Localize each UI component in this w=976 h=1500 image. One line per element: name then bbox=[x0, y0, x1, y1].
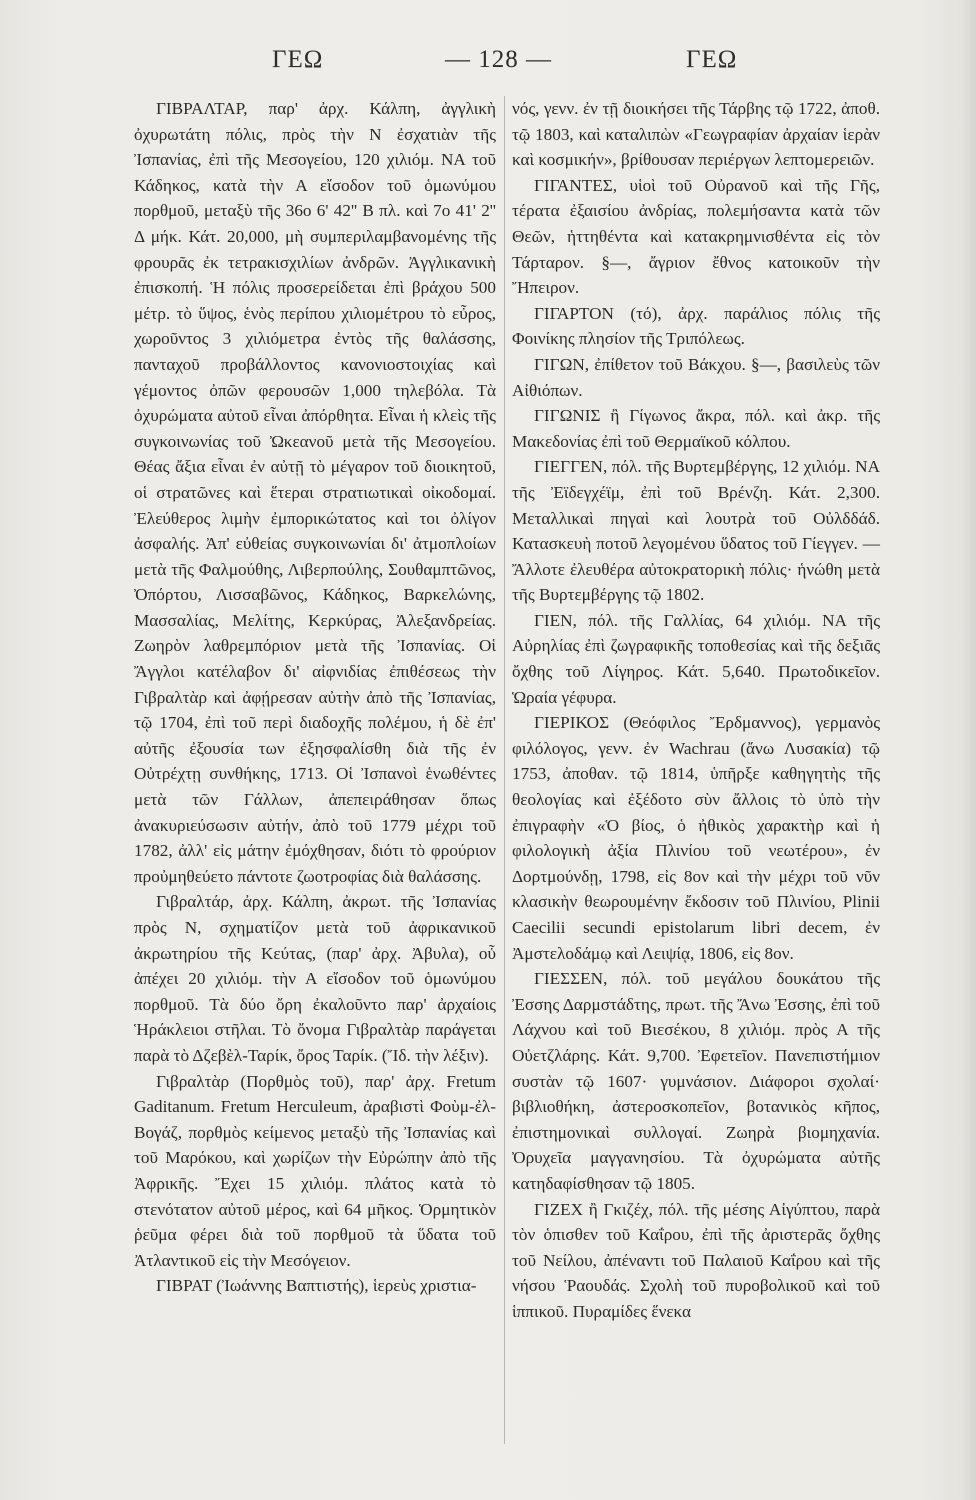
entry-giengen: ΓΙΕΓΓΕΝ, πόλ. τῆς Βυρτεμβέργης, 12 χιλιόμ. ΝΑ τῆς Ἐϊδεγχέϊμ, ἐπὶ τοῦ Βρένζη. Κάτ. 2,300. Μεταλλικαὶ πηγαὶ καὶ λουτρὰ τοῦ Οὐλδδάδ. Κατασκευὴ ποτοῦ λεγομένου ὕδατος τοῦ Γίεγγεν. — Ἄλλοτε ἐλευθέρα αὐτοκρατορικὴ πόλις· ἡνώθη μετὰ τῆς Βυρτεμβέργης τῷ 1802. bbox=[512, 457, 880, 605]
entry-giessen: ΓΙΕΣΣΕΝ, πόλ. τοῦ μεγάλου δουκάτου τῆς Ἐσσης Δαρμστάδτης, πρωτ. τῆς Ἄνω Ἐσσης, ἐπὶ τοῦ Λάχνου καὶ τοῦ Βιεσέκου, 8 χιλιόμ. πρὸς Α τῆς Οὐετζλάρης. Κάτ. 9,700. Ἐφετεῖον. Πανεπιστήμιον συστὰν τῷ 1607· γυμνάσιον. Διάφοροι σχολαί· βιβλιοθήκη, ἀστεροσκοπεῖον, βοτανικὸς κῆπος, ἐπιστημονικαὶ συλλογαί. Ζωηρὰ βιομηχανία. Ὀρυχεῖα μαγγανησίου. Τὰ ὀχυρώματα αὐτῆς κατηδαφίσθησαν τῷ 1805. bbox=[512, 969, 880, 1193]
entry-gigonis: ΓΙΓΩΝΙΣ ἢ Γίγωνος ἄκρα, πόλ. καὶ ἀκρ. τῆς Μακεδονίας ἐπὶ τοῦ Θερμαϊκοῦ κόλπου. bbox=[512, 406, 880, 451]
header-left-keyword: ΓΕΩ bbox=[272, 46, 324, 73]
header-right-keyword: ΓΕΩ bbox=[686, 46, 738, 73]
entry-gigarton: ΓΙΓΑΡΤΟΝ (τό), ἀρχ. παράλιος πόλις τῆς Φοινίκης πλησίον τῆς Τριπόλεως. bbox=[512, 303, 880, 349]
page-number: — 128 — bbox=[445, 46, 552, 73]
column-divider bbox=[504, 96, 505, 1444]
right-column bbox=[512, 96, 880, 1325]
entry-gibraltar-cape: Γιβραλτάρ, ἀρχ. Κάλπη, ἀκρωτ. τῆς Ἰσπανίας πρὸς Ν, σχηματίζον μετὰ τοῦ ἀφρικανικοῦ ἀκρωτηρίου τῆς Κεύτας, (παρ' ἀρχ. Ἀβυλα), οὗ ἀπέχει 20 χιλιόμ. τὴν Α εἴσοδον τοῦ ὁμωνύμου πορθμοῦ. Τὰ δύο ὄρη ἐκαλοῦντο παρ' ἀρχαίοις Ἡράκλειοι στῆλαι. Τὸ ὄνομα Γιβραλτὰρ παράγεται παρὰ τὸ Δζεβὲλ-Ταρίκ, ὄρος Ταρίκ. (Ἴδ. τὴν λέξιν). bbox=[134, 892, 496, 1065]
page-edge-shadow bbox=[962, 0, 976, 1500]
running-header bbox=[0, 42, 976, 82]
entry-gibrat-continued: νός, γενν. ἐν τῇ διοικήσει τῆς Τάρβης τῷ 1722, ἀποθ. τῷ 1803, καὶ καταλιπὼν «Γεωγραφίαν ἀρχαίαν ἱερὰν καὶ κοσμικήν», βρίθουσαν περιέργων λεπτομερειῶν. bbox=[512, 99, 880, 170]
entry-gierikos: ΓΙΕΡΙΚΟΣ (Θεόφιλος Ἔρδμαννος), γερμανὸς φιλόλογος, γενν. ἐν Wachrau (ἄνω Λυσακία) τῷ 1753, ἀποθαν. τῷ 1814, ὑπῆρξε καθηγητὴς τῆς θεολογίας καὶ ἐξέδοτο σὺν ἄλλοις τὸ ὑπὸ τὴν ἐπιγραφὴν «Ὁ βίος, ὁ ἠθικὸς χαρακτὴρ καὶ ἡ φιλολογικὴ ἀξία Πλινίου τοῦ νεωτέρου», ἐν Δορτμούνδῃ, 1798, εἰς 8ον καὶ τὴν μέχρι τοῦ νῦν κλασικὴν θεωρουμένην ἔκδοσιν τοῦ Πλινίου, Plinii Caecilii secundi epistolarum libri decem, ἐν Ἀμστελοδάμῳ καὶ Λειψίᾳ, 1806, εἰς 8ον. bbox=[512, 713, 880, 963]
entry-gigon: ΓΙΓΩΝ, ἐπίθετον τοῦ Βάκχου. §—, βασιλεὺς τῶν Αἰθιόπων. bbox=[512, 354, 880, 400]
entry-gibrat: ΓΙΒΡΑΤ (Ἰωάννης Βαπτιστής), ἱερεὺς χριστια- bbox=[156, 1276, 477, 1296]
entry-gizeh: ΓΙΖΕΧ ἢ Γκιζέχ, πόλ. τῆς μέσης Αἰγύπτου, παρὰ τὸν ὁπισθεν τοῦ Καΐρου, ἐπὶ τῆς ἀριστερᾶς ὄχθης τοῦ Νείλου, ἀπέναντι τοῦ Παλαιοῦ Καΐρου καὶ τῆς νήσου Ῥαουδάς. Σχολὴ τοῦ πυροβολικοῦ καὶ τοῦ ἱππικοῦ. Πυραμίδες ἕνεκα bbox=[512, 1199, 880, 1321]
entry-gien: ΓΙΕΝ, πόλ. τῆς Γαλλίας, 64 χιλιόμ. ΝΑ τῆς Αὐρηλίας ἐπὶ ζωγραφικῆς τοποθεσίας καὶ τῆς δεξιᾶς ὄχθης τοῦ Λίγηρος. Κάτ. 5,640. Πρωτοδικεῖον. Ὡραία γέφυρα. bbox=[512, 610, 880, 707]
entry-gigantes: ΓΙΓΑΝΤΕΣ, υἱοὶ τοῦ Οὐρανοῦ καὶ τῆς Γῆς, τέρατα ἐξαισίου ἀνδρίας, πολεμήσαντα κατὰ τῶν Θεῶν, ἡττηθέντα καὶ κατακρημνισθέντα εἰς τὸν Τάρταρον. §—, ἄγριον ἔθνος κατοικοῦν τὴν Ἤπειρον. bbox=[512, 175, 880, 298]
entry-gibraltar-strait: Γιβραλτὰρ (Πορθμὸς τοῦ), παρ' ἀρχ. Fretum Gaditanum. Fretum Herculeum, ἀραβιστὶ Φοὺμ-ἐλ-Βογάζ, πορθμὸς κείμενος μεταξὺ τῆς Ἰσπανίας καὶ τοῦ Μαρόκου, καὶ χωρίζων τὴν Εὐρώπην ἀπὸ τῆς Ἀφρικῆς. Ἔχει 15 χιλιόμ. πλάτος κατὰ τὸ στενότατον αὐτοῦ μέρος, καὶ 64 μῆκος. Ὁρμητικὸν ῥεῦμα φέρει διὰ τοῦ πορθμοῦ τὰ ὕδατα τοῦ Ἀτλαντικοῦ εἰς τὴν Μεσόγειον. bbox=[134, 1071, 496, 1270]
entry-gibraltar-city: ΓΙΒΡΑΛΤΑΡ, παρ' ἀρχ. Κάλπη, ἀγγλικὴ ὀχυρωτάτη πόλις, πρὸς τὴν Ν ἐσχατιὰν τῆς Ἰσπανίας, ἐπὶ τῆς Μεσογείου, 120 χιλιόμ. ΝΑ τοῦ Κάδηκος, κατὰ τὴν Α εἴσοδον τοῦ ὁμωνύμου πορθμοῦ, μεταξὺ τῆς 36ο 6' 42'' Β πλ. καὶ 7ο 41' 2'' Δ μήκ. Κάτ. 20,000, μὴ συμπεριλαμβανομένης τῆς φρουρᾶς ἐκ τετρακισχιλίων ἀνδρῶν. Ἀγγλικανικὴ ἐπισκοπή. Ἡ πόλις προσερείδεται ἐπὶ βράχου 500 μέτρ. τὸ ὕψος, ἑνὸς περίπου χιλιομέτρου τὸ εὖρος, χωροῦντος 3 χιλιόμετρα ἐντὸς τῆς θαλάσσης, πανταχοῦ προβάλλοντος κανονιοστοιχίας καὶ γέμοντος ὀπῶν φερουσῶν 1,000 τηλεβόλα. Τὰ ὀχυρώματα αὐτοῦ εἶναι ἀπόρθητα. Εἶναι ἡ κλεὶς τῆς συγκοινωνίας τοῦ Ὠκεανοῦ μετὰ τῆς Μεσογείου. Θέας ἄξια εἶναι ἐν αὐτῇ τὸ μέγαρον τοῦ διοικητοῦ, οἱ στρατῶνες καὶ ἕτεραι στρατιωτικαὶ οἰκοδομαί. Ἐλεύθερος λιμὴν ἐμπορικώτατος καὶ τοι ὀλίγον ἀσφαλής. Ἀπ' εὐθείας συγκοινωνίαι δι' ἀτμοπλοίων μετὰ τῆς Φαλμούθης, Λιβερπούλης, Σουθαμπτῶνος, Ὀπόρτου, Λισσαβῶνος, Κάδηκος, Βαρκελώνης, Μασσαλίας, Μελίτης, Κερκύρας, Ἀλεξανδρείας. Ζωηρὸν λαθρεμπόριον μετὰ τῆς Ἰσπανίας. Οἱ Ἄγγλοι κατέλαβον δι' αἰφνιδίας ἐπιθέσεως τὴν Γιβραλτὰρ καὶ ἀφῄρεσαν αὐτὴν ἀπὸ τῆς Ἰσπανίας, τῷ 1704, ἐπὶ τοῦ περὶ διαδοχῆς πολέμου, ἡ δὲ ἐπ' αὐτῆς ἐξουσία των ἐξησφαλίσθη διὰ τῆς ἐν Οὐτρέχτῃ συνθήκης, 1713. Οἱ Ἰσπανοὶ ἑνωθέντες μετὰ τῶν Γάλλων, ἀπεπειράθησαν ὅπως ἀνακυριεύσωσιν αὐτήν, ἀπὸ τοῦ 1779 μέχρι τοῦ 1782, ἀλλ' εἰς μάτην ἐμόχθησαν, διότι τὸ φρούριον προὐμηθεύετο πάντοτε ζωοτροφίας διὰ θαλάσσης. bbox=[134, 99, 496, 886]
left-column bbox=[134, 96, 496, 1299]
